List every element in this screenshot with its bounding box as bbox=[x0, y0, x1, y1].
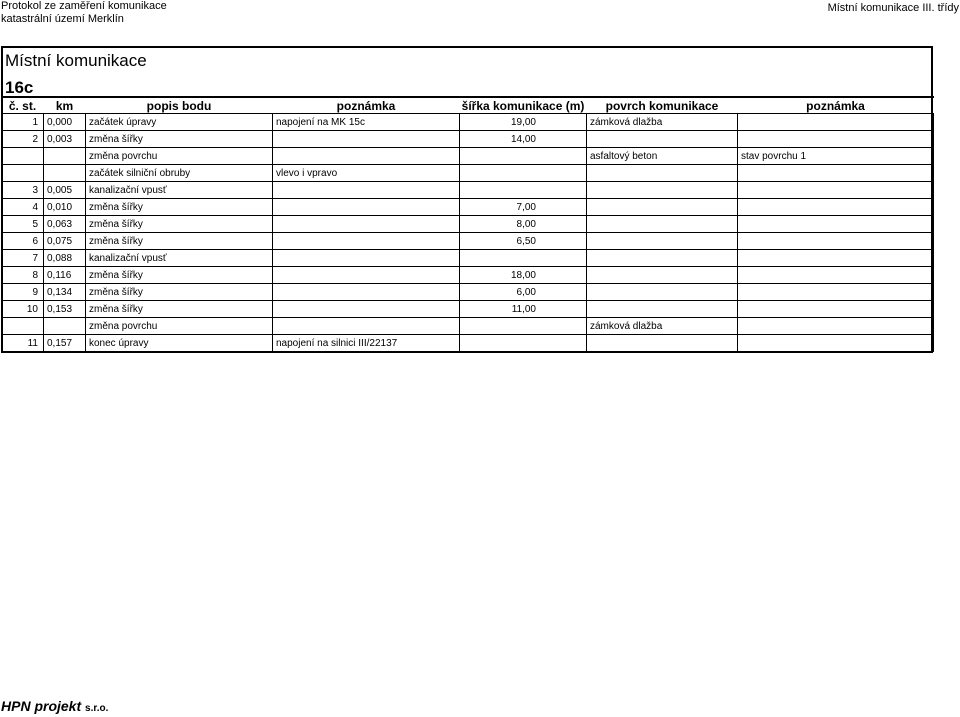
survey-table bbox=[1, 96, 934, 352]
document-header-left bbox=[1, 0, 167, 26]
cell-station: 8 bbox=[2, 267, 44, 284]
cell-station bbox=[2, 165, 44, 182]
road-class-label: Místní komunikace III. třídy bbox=[827, 2, 959, 14]
cell-note-2 bbox=[738, 131, 934, 148]
cell-road-width bbox=[460, 182, 587, 199]
cell-road-surface bbox=[587, 301, 738, 318]
company-suffix: s.r.o. bbox=[85, 703, 109, 714]
cell-station: 4 bbox=[2, 199, 44, 216]
table-row bbox=[2, 182, 934, 199]
cell-note-2 bbox=[738, 250, 934, 267]
cell-note-2 bbox=[738, 114, 934, 131]
cell-road-width bbox=[460, 148, 587, 165]
cell-road-surface bbox=[587, 216, 738, 233]
cell-note bbox=[273, 250, 460, 267]
cell-station bbox=[2, 318, 44, 335]
cell-road-surface bbox=[587, 335, 738, 352]
table-row bbox=[2, 318, 934, 335]
cell-road-width: 7,00 bbox=[460, 199, 587, 216]
column-header-road-width: šířka komunikace (m) bbox=[460, 97, 587, 114]
column-header-station: č. st. bbox=[2, 97, 44, 114]
cell-km: 0,153 bbox=[44, 301, 86, 318]
cell-note-2 bbox=[738, 165, 934, 182]
cell-point-description: začátek silniční obruby bbox=[86, 165, 273, 182]
cell-station: 6 bbox=[2, 233, 44, 250]
cell-note: vlevo i vpravo bbox=[273, 165, 460, 182]
cell-road-surface bbox=[587, 250, 738, 267]
cell-note bbox=[273, 148, 460, 165]
cell-km: 0,134 bbox=[44, 284, 86, 301]
cell-road-surface: zámková dlažba bbox=[587, 318, 738, 335]
cell-km bbox=[44, 318, 86, 335]
cell-km: 0,005 bbox=[44, 182, 86, 199]
road-code: 16c bbox=[5, 78, 34, 97]
cell-point-description: změna povrchu bbox=[86, 318, 273, 335]
cell-note bbox=[273, 199, 460, 216]
cell-note-2 bbox=[738, 318, 934, 335]
cell-road-surface bbox=[587, 284, 738, 301]
cell-station: 2 bbox=[2, 131, 44, 148]
cell-km: 0,003 bbox=[44, 131, 86, 148]
cadastral-area: katastrální území Merklín bbox=[1, 13, 124, 25]
cell-point-description: změna povrchu bbox=[86, 148, 273, 165]
table-row bbox=[2, 165, 934, 182]
cell-road-surface bbox=[587, 267, 738, 284]
cell-road-width bbox=[460, 250, 587, 267]
table-row bbox=[2, 131, 934, 148]
column-header-km: km bbox=[44, 97, 86, 114]
cell-road-surface bbox=[587, 233, 738, 250]
cell-note bbox=[273, 216, 460, 233]
cell-note-2 bbox=[738, 216, 934, 233]
cell-note: napojení na silnici III/22137 bbox=[273, 335, 460, 352]
cell-note: napojení na MK 15c bbox=[273, 114, 460, 131]
cell-road-width bbox=[460, 165, 587, 182]
table-header-row bbox=[2, 97, 934, 114]
cell-point-description: konec úpravy bbox=[86, 335, 273, 352]
table-row bbox=[2, 284, 934, 301]
table-row bbox=[2, 216, 934, 233]
cell-point-description: změna šířky bbox=[86, 216, 273, 233]
cell-road-width bbox=[460, 318, 587, 335]
cell-road-surface: zámková dlažba bbox=[587, 114, 738, 131]
table-row bbox=[2, 148, 934, 165]
cell-road-width: 11,00 bbox=[460, 301, 587, 318]
protocol-title: Protokol ze zaměření komunikace bbox=[1, 0, 167, 12]
cell-point-description: změna šířky bbox=[86, 301, 273, 318]
cell-note-2: stav povrchu 1 bbox=[738, 148, 934, 165]
cell-station: 9 bbox=[2, 284, 44, 301]
table-row bbox=[2, 335, 934, 352]
column-header-point-description: popis bodu bbox=[86, 97, 273, 114]
cell-point-description: změna šířky bbox=[86, 267, 273, 284]
cell-note bbox=[273, 131, 460, 148]
cell-station: 7 bbox=[2, 250, 44, 267]
cell-road-width: 19,00 bbox=[460, 114, 587, 131]
column-header-note-2: poznámka bbox=[738, 97, 934, 114]
cell-road-surface bbox=[587, 131, 738, 148]
cell-note-2 bbox=[738, 233, 934, 250]
cell-station: 1 bbox=[2, 114, 44, 131]
cell-road-surface bbox=[587, 165, 738, 182]
cell-road-width bbox=[460, 335, 587, 352]
cell-note-2 bbox=[738, 199, 934, 216]
cell-note bbox=[273, 301, 460, 318]
cell-road-surface bbox=[587, 199, 738, 216]
cell-point-description: začátek úpravy bbox=[86, 114, 273, 131]
cell-road-surface: asfaltový beton bbox=[587, 148, 738, 165]
cell-km: 0,157 bbox=[44, 335, 86, 352]
company-name: HPN projekt bbox=[1, 698, 82, 714]
cell-note bbox=[273, 182, 460, 199]
table-row bbox=[2, 233, 934, 250]
table-row bbox=[2, 199, 934, 216]
cell-km: 0,063 bbox=[44, 216, 86, 233]
cell-note-2 bbox=[738, 301, 934, 318]
cell-road-width: 6,00 bbox=[460, 284, 587, 301]
cell-note-2 bbox=[738, 284, 934, 301]
cell-km: 0,116 bbox=[44, 267, 86, 284]
cell-station: 11 bbox=[2, 335, 44, 352]
cell-km bbox=[44, 165, 86, 182]
cell-road-width: 8,00 bbox=[460, 216, 587, 233]
cell-station: 5 bbox=[2, 216, 44, 233]
cell-station: 10 bbox=[2, 301, 44, 318]
cell-point-description: kanalizační vpusť bbox=[86, 182, 273, 199]
cell-point-description: změna šířky bbox=[86, 284, 273, 301]
cell-point-description: změna šířky bbox=[86, 199, 273, 216]
company-logo bbox=[1, 698, 108, 717]
table-row bbox=[2, 301, 934, 318]
cell-note-2 bbox=[738, 335, 934, 352]
column-header-road-surface: povrch komunikace bbox=[587, 97, 738, 114]
table-row bbox=[2, 114, 934, 131]
cell-note-2 bbox=[738, 267, 934, 284]
cell-km: 0,088 bbox=[44, 250, 86, 267]
cell-note bbox=[273, 233, 460, 250]
road-name: Místní komunikace bbox=[5, 51, 147, 70]
cell-station bbox=[2, 148, 44, 165]
cell-point-description: kanalizační vpusť bbox=[86, 250, 273, 267]
cell-road-width: 6,50 bbox=[460, 233, 587, 250]
cell-km bbox=[44, 148, 86, 165]
cell-station: 3 bbox=[2, 182, 44, 199]
cell-km: 0,010 bbox=[44, 199, 86, 216]
cell-road-width: 18,00 bbox=[460, 267, 587, 284]
cell-note bbox=[273, 284, 460, 301]
cell-note bbox=[273, 318, 460, 335]
cell-road-surface bbox=[587, 182, 738, 199]
column-header-note: poznámka bbox=[273, 97, 460, 114]
cell-note-2 bbox=[738, 182, 934, 199]
cell-note bbox=[273, 267, 460, 284]
cell-km: 0,000 bbox=[44, 114, 86, 131]
cell-road-width: 14,00 bbox=[460, 131, 587, 148]
cell-point-description: změna šířky bbox=[86, 131, 273, 148]
table-row bbox=[2, 250, 934, 267]
table-row bbox=[2, 267, 934, 284]
cell-km: 0,075 bbox=[44, 233, 86, 250]
cell-point-description: změna šířky bbox=[86, 233, 273, 250]
